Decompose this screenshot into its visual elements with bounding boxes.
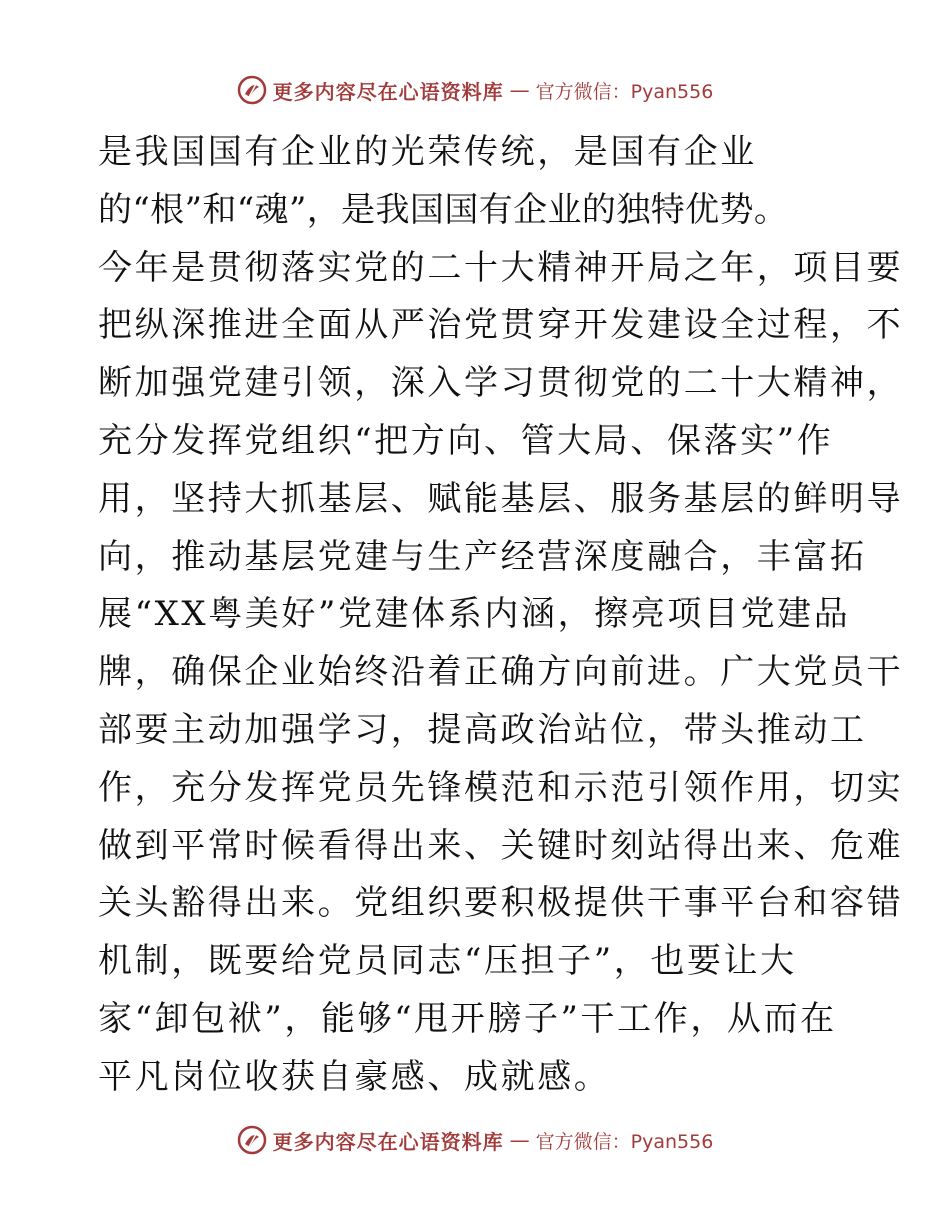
text-line: 断加强党建引领，深入学习贯彻党的二十大精神，	[98, 363, 904, 404]
text-line: 平凡岗位收获自豪感、成就感。	[98, 1056, 611, 1097]
text-line: 把纵深推进全面从严治党贯穿开发建设全过程，不	[98, 305, 904, 346]
footer-watermark	[0, 1120, 950, 1160]
text-line: 今年是贯彻落实党的二十大精神开局之年，项目要	[98, 247, 904, 288]
text-line: 充分发挥党组织“把方向、管大局、保落实”作	[98, 420, 834, 461]
text-line: 牌，确保企业始终沿着正确方向前进。广大党员干	[98, 652, 904, 693]
text-line: 用，坚持大抓基层、赋能基层、服务基层的鲜明导	[98, 478, 904, 519]
brand-logo-icon	[237, 75, 267, 105]
text-line: 关头豁得出来。党组织要积极提供干事平台和容错	[98, 883, 904, 924]
header-watermark	[0, 70, 950, 110]
watermark-wechat: 官方微信：Pyan556	[535, 1130, 714, 1153]
text-line: 家“卸包袱”，能够“甩开膀子”干工作，从而在	[98, 998, 837, 1039]
text-line: 的“根”和“魂”，是我国国有企业的独特优势。	[98, 189, 789, 230]
text-line: 机制，既要给党员同志“压担子”，也要让大	[98, 941, 797, 982]
text-line: 是我国国有企业的光荣传统，是国有企业	[98, 132, 757, 172]
text-line: 作，充分发挥党员先锋模范和示范引领作用，切实	[98, 767, 904, 808]
text-line: 部要主动加强学习，提高政治站位，带头推动工	[98, 709, 867, 750]
brand-logo-icon	[237, 1125, 267, 1155]
document-body	[98, 124, 904, 1107]
text-line: 展“XX粤美好”党建体系内涵，擦亮项目党建品	[98, 594, 851, 635]
text-line: 做到平常时候看得出来、关键时刻站得出来、危难	[98, 825, 904, 866]
watermark-dash: —	[509, 1128, 530, 1152]
watermark-wechat: 官方微信：Pyan556	[535, 80, 714, 103]
watermark-title: 更多内容尽在心语资料库	[272, 1129, 504, 1154]
watermark-title: 更多内容尽在心语资料库	[272, 79, 504, 104]
text-line: 向，推动基层党建与生产经营深度融合，丰富拓	[98, 536, 867, 577]
watermark-dash: —	[509, 78, 530, 102]
